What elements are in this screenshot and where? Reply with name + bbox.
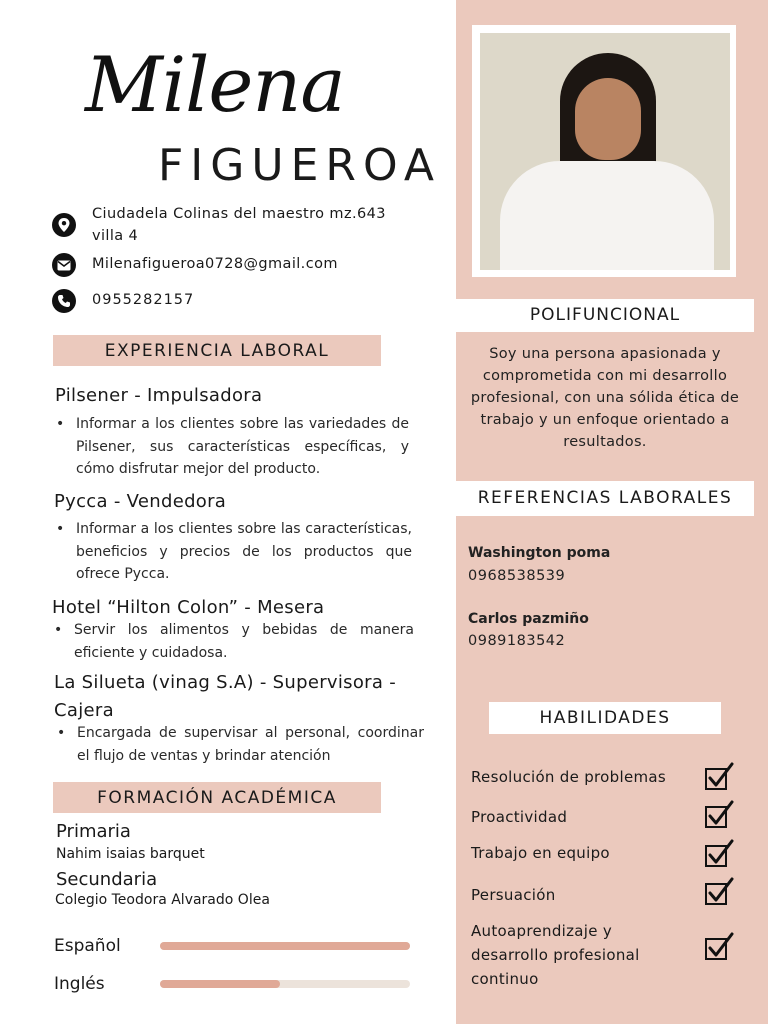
language-level-bar (160, 942, 410, 950)
job-description-text: Informar a los clientes sobre las variedades de Pilsener, sus características específicas, y cómo disfrutar mejor del producto. (76, 416, 409, 477)
skill-item: Trabajo en equipo (471, 844, 610, 862)
job-description (54, 619, 414, 664)
language-level-bar (160, 980, 410, 988)
phone-icon (52, 289, 76, 313)
skill-item: Autoaprendizaje y desarrollo profesional continuo (471, 922, 640, 988)
reference-phone: 0989183542 (468, 633, 566, 649)
first-name: Milena (85, 40, 345, 129)
address-line: villa 4 (92, 228, 139, 244)
bullet-icon: • (54, 622, 63, 638)
job-title: Cajera (54, 700, 114, 721)
education-level: Primaria (56, 821, 131, 842)
checkbox-checked-icon (704, 876, 734, 906)
email-text: Milenafigueroa0728@gmail.com (92, 256, 338, 272)
skill-item: Proactividad (471, 808, 568, 826)
email-icon (52, 253, 76, 277)
education-school: Nahim isaias barquet (56, 846, 205, 862)
job-description-text: Servir los alimentos y bebidas de manera eficiente y cuidadosa. (74, 622, 414, 661)
reference-name: Carlos pazmiño (468, 611, 589, 627)
job-description (56, 518, 412, 586)
address-line: Ciudadela Colinas del maestro mz.643 (92, 206, 386, 222)
phone-text: 0955282157 (92, 292, 195, 308)
photo-shirt (500, 161, 714, 270)
checkbox-checked-icon (704, 799, 734, 829)
checkbox-checked-icon (704, 838, 734, 868)
skills-heading: HABILIDADES (489, 702, 721, 734)
education-school: Colegio Teodora Alvarado Olea (55, 892, 270, 908)
photo-face (575, 78, 641, 160)
language-name: Inglés (54, 974, 105, 994)
bullet-icon: • (56, 416, 65, 432)
language-level-fill (160, 942, 410, 950)
education-level: Secundaria (56, 869, 158, 890)
language-name: Español (54, 936, 121, 956)
references-heading: REFERENCIAS LABORALES (456, 481, 754, 516)
job-description (57, 722, 424, 767)
bullet-icon: • (56, 521, 65, 537)
checkbox-checked-icon (704, 931, 734, 961)
profile-text: Soy una persona apasionada y comprometida con mi desarrollo profesional, con una sólida ética de trabajo y un enfoque orientado a resultados. (470, 346, 740, 450)
reference-name: Washington poma (468, 545, 611, 561)
language-level-fill (160, 980, 280, 988)
job-description-text: Encargada de supervisar al personal, coordinar el flujo de ventas y brindar atención (77, 725, 424, 764)
bullet-icon: • (57, 725, 66, 741)
education-heading: FORMACIÓN ACADÉMICA (53, 782, 381, 813)
job-title: Hotel “Hilton Colon” - Mesera (52, 597, 325, 618)
job-title: La Silueta (vinag S.A) - Supervisora - (54, 672, 397, 693)
job-title: Pycca - Vendedora (54, 491, 227, 512)
skill-item: Resolución de problemas (471, 768, 667, 786)
job-description-text: Informar a los clientes sobre las características, beneficios y precios de los productos que ofrece Pycca. (76, 521, 412, 582)
job-description (56, 413, 409, 481)
last-name: FIGUEROA (158, 140, 441, 191)
reference-phone: 0968538539 (468, 568, 566, 584)
experience-heading: EXPERIENCIA LABORAL (53, 335, 381, 366)
checkbox-checked-icon (704, 761, 734, 791)
skill-item: Persuación (471, 886, 556, 904)
location-pin-icon (52, 213, 76, 237)
profile-photo (480, 33, 730, 270)
job-title: Pilsener - Impulsadora (55, 385, 263, 406)
profile-heading: POLIFUNCIONAL (456, 299, 754, 332)
